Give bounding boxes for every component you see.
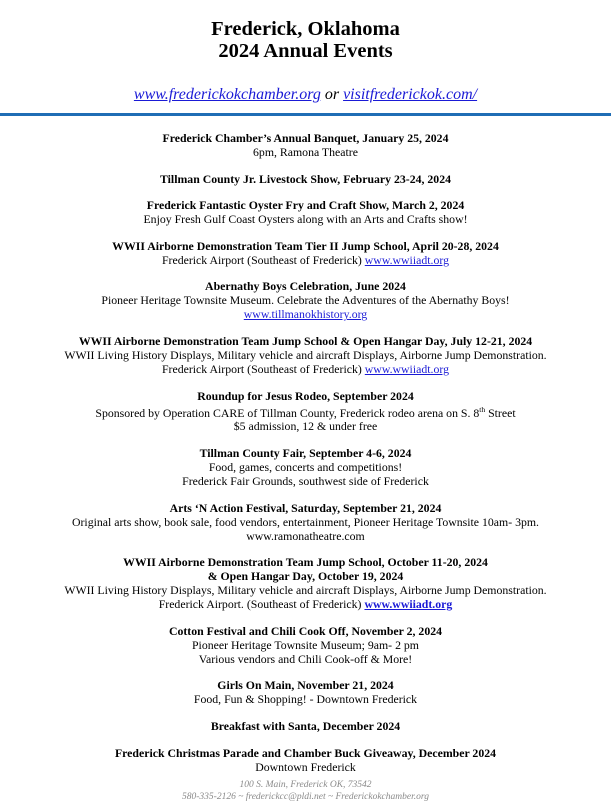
- event-detail-2: Frederick Fair Grounds, southwest side of Frederick: [182, 474, 429, 489]
- event-item: [0, 746, 611, 774]
- event-title: WWII Airborne Demonstration Team Jump School & Open Hangar Day, July 12-21, 2024: [78, 333, 533, 348]
- tillman-history-link[interactable]: www.tillmanokhistory.org: [243, 307, 368, 322]
- website-links: [0, 86, 611, 104]
- document-header: [0, 18, 611, 62]
- event-detail-2: $5 admission, 12 & under free: [233, 419, 378, 434]
- footer-address: 100 S. Main, Frederick OK, 73542: [239, 780, 372, 790]
- event-title: Frederick Christmas Parade and Chamber Buck Giveaway, December 2024: [114, 745, 497, 760]
- event-title-2: & Open Hangar Day, October 19, 2024: [207, 569, 404, 584]
- event-detail: Downtown Frederick: [255, 759, 356, 774]
- event-detail: Pioneer Heritage Townsite Museum; 9am- 2 pm: [192, 637, 419, 652]
- chamber-website-link[interactable]: www.frederickokchamber.org: [133, 86, 321, 103]
- event-detail: Food, Fun & Shopping! - Downtown Frederick: [193, 692, 418, 707]
- event-title: Frederick Chamber’s Annual Banquet, January 25, 2024: [162, 131, 449, 145]
- event-title: Frederick Fantastic Oyster Fry and Craft Show, March 2, 2024: [146, 198, 465, 213]
- ordinal-suffix: th: [479, 404, 486, 414]
- event-title: Roundup for Jesus Rodeo, September 2024: [197, 388, 414, 403]
- event-detail-2: [0, 597, 611, 611]
- event-detail: Food, games, concerts and competitions!: [208, 460, 403, 475]
- event-title: Abernathy Boys Celebration, June 2024: [205, 279, 406, 294]
- event-title: WWII Airborne Demonstration Team Tier II Jump School, April 20-28, 2024: [112, 238, 499, 253]
- wwiiadt-link[interactable]: www.wwiiadt.org: [364, 597, 453, 612]
- event-detail-text-end: Street: [485, 405, 516, 420]
- event-detail-text: Frederick Airport. (Southeast of Frederick): [158, 597, 362, 612]
- event-detail: 6pm, Ramona Theatre: [253, 145, 358, 159]
- event-item: [0, 555, 611, 611]
- wwiiadt-link[interactable]: www.wwiiadt.org: [364, 252, 449, 267]
- ramona-theatre-url: www.ramonatheatre.com: [246, 528, 365, 543]
- or-text: or: [324, 86, 340, 103]
- event-item: [0, 501, 611, 543]
- event-title: WWII Airborne Demonstration Team Jump School, October 11-20, 2024: [123, 555, 488, 570]
- event-item: [0, 446, 611, 488]
- footer-contact: 580-335-2126 ~ frederickcc@pldi.net ~ Frederickokchamber.org: [182, 791, 429, 802]
- event-item: [0, 239, 611, 267]
- document-footer: [0, 780, 611, 803]
- event-detail-text: Sponsored by Operation CARE of Tillman County, Frederick rodeo arena on S. 8: [95, 405, 480, 420]
- event-item: [0, 719, 611, 733]
- header-divider: [0, 113, 611, 116]
- visit-website-link[interactable]: visitfrederickok.com/: [343, 86, 478, 103]
- event-detail-2: [0, 362, 611, 376]
- title-line-2: 2024 Annual Events: [218, 40, 393, 62]
- event-detail: WWII Living History Displays, Military vehicle and aircraft Displays, Airborne Jump Demonstration.: [64, 347, 547, 362]
- event-detail: [0, 253, 611, 267]
- event-title: Tillman County Fair, September 4-6, 2024: [199, 446, 412, 461]
- event-title: Girls On Main, November 21, 2024: [217, 678, 394, 693]
- event-detail-text: Frederick Airport (Southeast of Frederick): [161, 252, 362, 267]
- wwiiadt-link[interactable]: www.wwiiadt.org: [364, 361, 449, 376]
- event-title: Tillman County Jr. Livestock Show, February 23-24, 2024: [159, 171, 452, 186]
- event-detail: [0, 403, 611, 420]
- event-item: [0, 172, 611, 186]
- event-title: Arts ‘N Action Festival, Saturday, September 21, 2024: [169, 500, 442, 515]
- event-item: [0, 279, 611, 321]
- event-item: [0, 624, 611, 666]
- events-list: [0, 131, 611, 786]
- event-detail: Original arts show, book sale, food vendors, entertainment, Pioneer Heritage Townsite 10am- 3pm.: [71, 514, 539, 529]
- title-line-1: Frederick, Oklahoma: [211, 18, 400, 40]
- event-item: [0, 678, 611, 706]
- event-item: [0, 389, 611, 434]
- event-title: Breakfast with Santa, December 2024: [210, 719, 401, 734]
- event-detail: WWII Living History Displays, Military vehicle and aircraft Displays, Airborne Jump Demonstration.: [64, 583, 547, 598]
- event-detail: Enjoy Fresh Gulf Coast Oysters along with an Arts and Crafts show!: [143, 212, 468, 227]
- event-item: [0, 131, 611, 159]
- event-item: [0, 198, 611, 226]
- event-title: Cotton Festival and Chili Cook Off, November 2, 2024: [168, 623, 443, 638]
- event-item: [0, 334, 611, 376]
- event-detail: Pioneer Heritage Townsite Museum. Celebrate the Adventures of the Abernathy Boys!: [101, 293, 510, 308]
- event-link-line: [0, 307, 611, 321]
- event-detail-2: Various vendors and Chili Cook-off & More!: [198, 651, 413, 666]
- event-detail-text: Frederick Airport (Southeast of Frederick): [161, 361, 362, 376]
